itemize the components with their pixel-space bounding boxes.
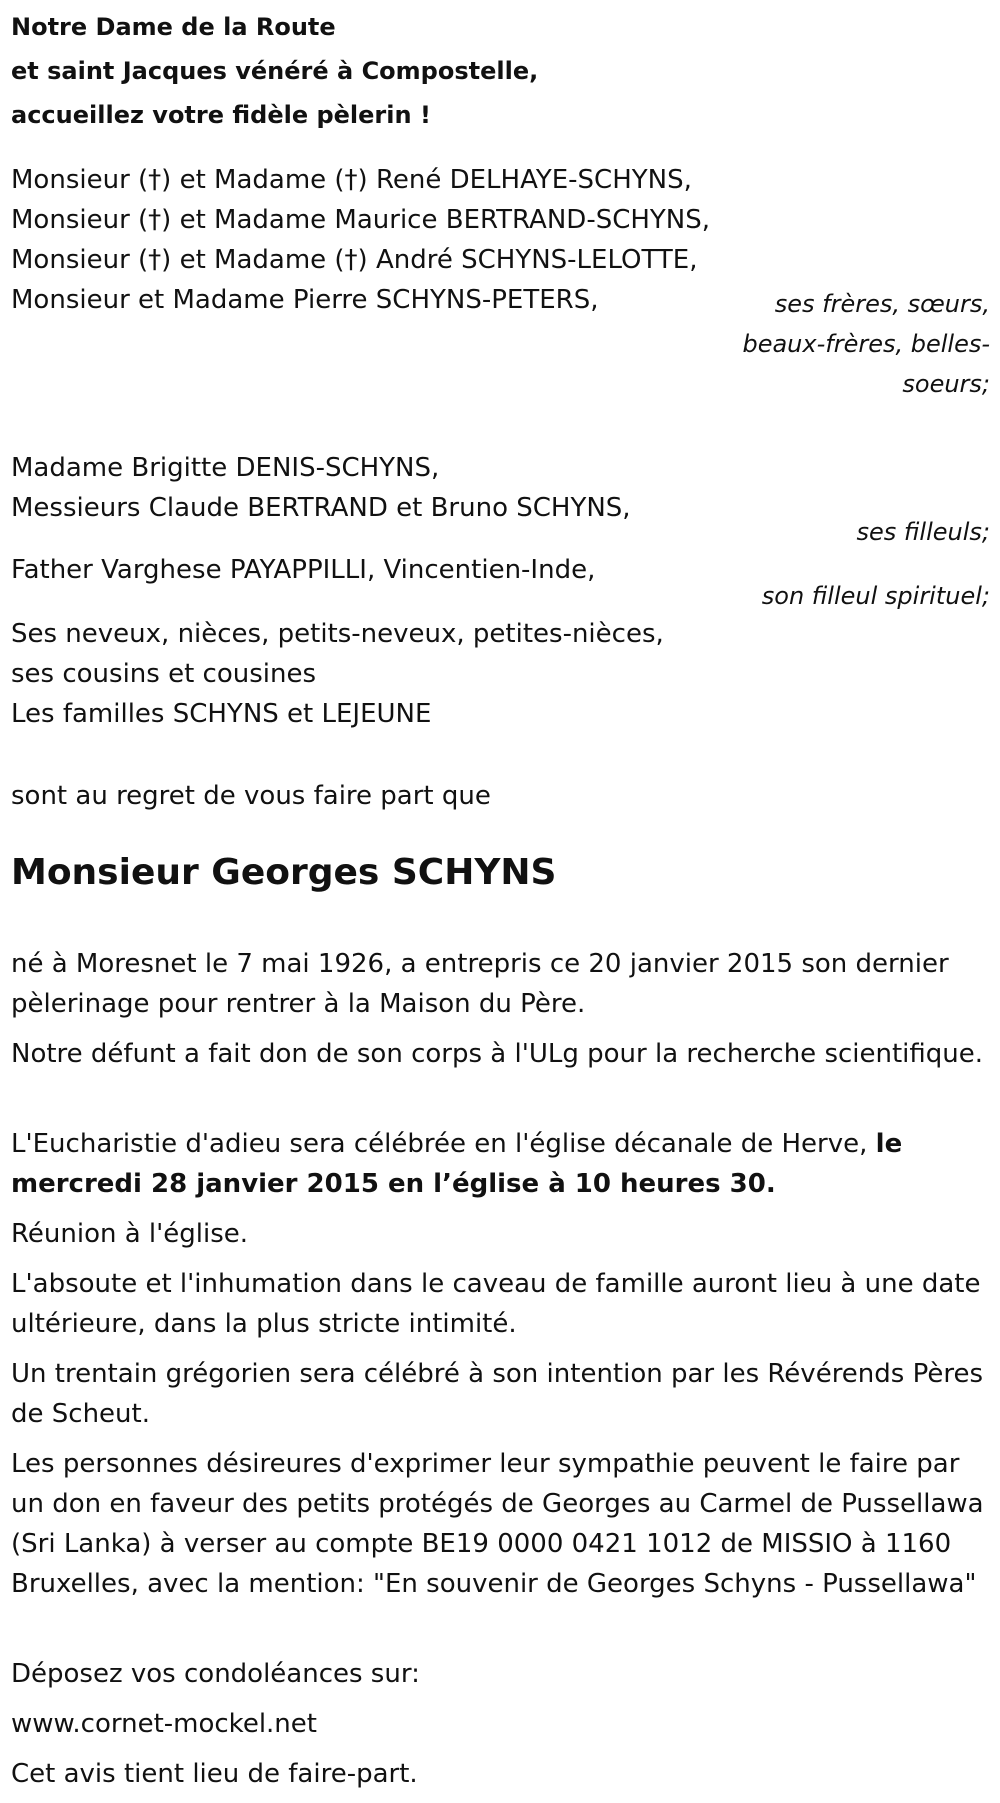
deceased-name: Monsieur Georges SCHYNS: [11, 852, 557, 893]
relation-line: soeurs;: [902, 370, 990, 398]
mass-date: le mercredi 28 janvier 2015 en l’église à 10 heures 30.: [11, 1129, 903, 1199]
trentain-paragraph: Un trentain grégorien sera célébré à son intention par les Révérends Pères de Scheut.: [11, 1359, 984, 1429]
spiritual-relation: son filleul spirituel;: [761, 582, 990, 610]
siblings-relation: [670, 284, 990, 404]
family-line: Monsieur (†) et Madame (†) André SCHYNS-LELOTTE,: [11, 245, 698, 275]
prayer-line: accueillez votre fidèle pèlerin !: [11, 101, 431, 129]
family-line: Les familles SCHYNS et LEJEUNE: [11, 699, 432, 729]
family-line: Messieurs Claude BERTRAND et Bruno SCHYNS,: [11, 493, 631, 523]
prayer-line: Notre Dame de la Route: [11, 13, 336, 41]
mass-text: L'Eucharistie d'adieu sera célébrée en l'église décanale de Herve,: [11, 1129, 876, 1159]
godchildren-relation: ses filleuls;: [856, 518, 990, 546]
donation-paragraph: Notre défunt a fait don de son corps à l'ULg pour la recherche scientifique.: [11, 1039, 984, 1069]
birth-paragraph: né à Moresnet le 7 mai 1926, a entrepris ce 20 janvier 2015 son dernier pèlerinage pour rentrer à la Maison du Père.: [11, 949, 949, 1019]
mass-paragraph: [11, 1124, 991, 1204]
family-line: Monsieur (†) et Madame (†) René DELHAYE-SCHYNS,: [11, 165, 692, 195]
burial-paragraph: L'absoute et l'inhumation dans le caveau de famille auront lieu à une date ultérieure, dans la plus stricte intimité.: [11, 1269, 981, 1339]
other-relatives: [11, 614, 991, 734]
family-line: Ses neveux, nièces, petits-neveux, petites-nièces,: [11, 619, 664, 649]
condolences-paragraph: Déposez vos condoléances sur:: [11, 1659, 420, 1689]
relation-line: beaux-frères, belles-: [742, 330, 990, 358]
spiritual-godchild: Father Varghese PAYAPPILLI, Vincentien-Inde,: [11, 555, 596, 585]
relation-line: ses frères, sœurs,: [774, 290, 990, 318]
intro-line: sont au regret de vous faire part que: [11, 781, 491, 811]
opening-prayer: [11, 2, 538, 140]
family-line: Monsieur et Madame Pierre SCHYNS-PETERS,: [11, 285, 599, 315]
family-line: ses cousins et cousines: [11, 659, 317, 689]
family-line: Madame Brigitte DENIS-SCHYNS,: [11, 453, 440, 483]
sympathy-paragraph: Les personnes désireures d'exprimer leur sympathie peuvent le faire par un don en faveur des petits protégés de Georges au Carmel de Pussellawa (Sri Lanka) à verser au compte BE19 0000 0421 1012 de MISSIO à 1160 Bruxelles, avec la mention: "En souvenir de Georges Schyns - Pussellawa": [11, 1449, 984, 1599]
family-line: Monsieur (†) et Madame Maurice BERTRAND-SCHYNS,: [11, 205, 711, 235]
reunion-paragraph: Réunion à l'église.: [11, 1219, 249, 1249]
prayer-line: et saint Jacques vénéré à Compostelle,: [11, 57, 539, 85]
closing-paragraph: Cet avis tient lieu de faire-part.: [11, 1759, 418, 1789]
website-link[interactable]: www.cornet-mockel.net: [11, 1709, 317, 1739]
